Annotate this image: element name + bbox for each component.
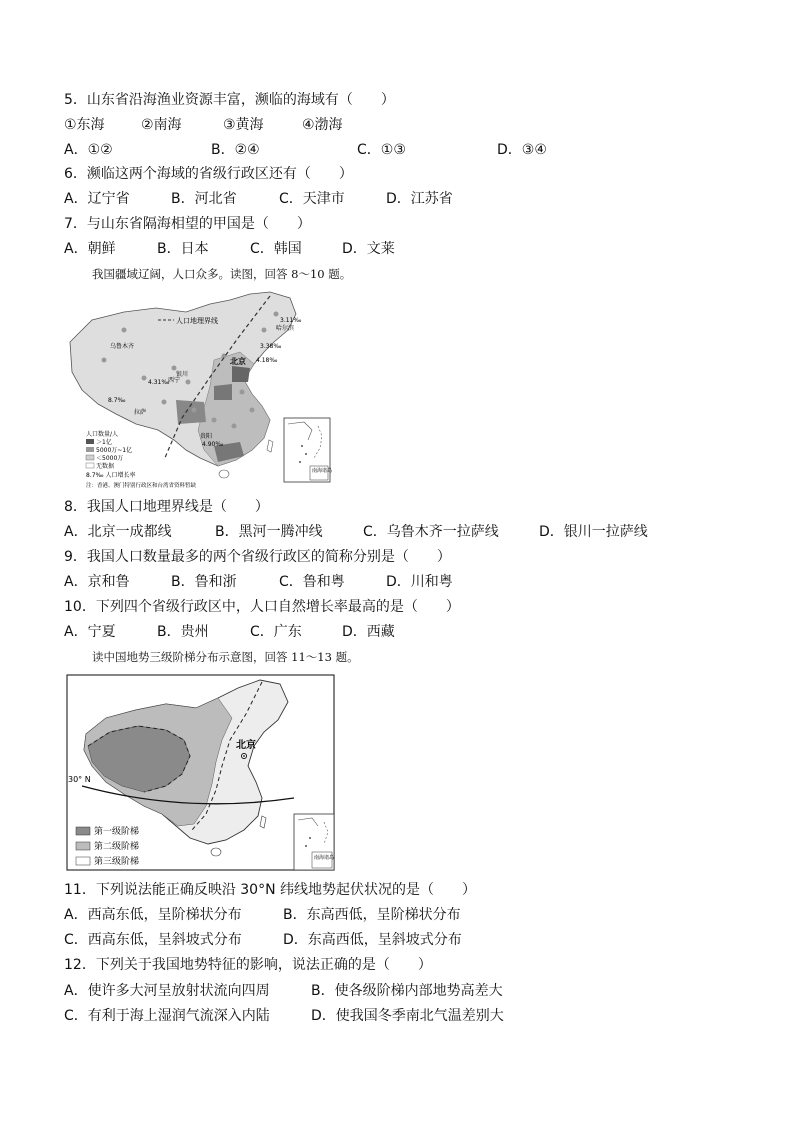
q9-option-a[interactable]: A．京和鲁 (64, 574, 130, 590)
map1-legend-note: 注：香港、澳门特别行政区和台湾省资料暂缺 (86, 483, 197, 489)
map1-sichuan (176, 400, 206, 424)
map2-city-beijing: 北京 (236, 740, 256, 751)
map1-legend-item-3: ＜5000万 (96, 455, 124, 462)
terrain-steps-map (66, 674, 336, 872)
map1-rate-2: 4.18‰ (256, 357, 278, 364)
q11-option-a[interactable]: A．西高东低，呈阶梯状分布 (64, 907, 242, 923)
q9-option-c[interactable]: C．鲁和粤 (279, 574, 345, 590)
question-6-options (64, 189, 744, 209)
q8-option-a[interactable]: A．北京一成都线 (64, 524, 172, 540)
q10-option-a[interactable]: A．宁夏 (64, 624, 116, 640)
map2-lat-label: 30° N (68, 775, 91, 784)
map1-legend-item-1: ＞1亿 (96, 439, 112, 446)
q10-option-c[interactable]: C．广东 (250, 624, 302, 640)
question-10-stem: 10．下列四个省级行政区中，人口自然增长率最高的是（ ） (64, 599, 460, 615)
q5-option-a[interactable]: A．①② (64, 142, 113, 158)
map2-legend-item-1: 第一级阶梯 (94, 827, 140, 837)
question-9-options (64, 572, 744, 592)
map1-city-xining: 西宁 (168, 377, 181, 384)
q11-option-d[interactable]: D．东高西低，呈斜坡式分布 (283, 932, 462, 948)
q7-option-a[interactable]: A．朝鲜 (64, 241, 116, 257)
map2-legend-item-2: 第二级阶梯 (94, 842, 140, 852)
map1-city-guiyang: 贵阳 (200, 433, 213, 440)
question-12-stem: 12．下列关于我国地势特征的影响，说法正确的是（ ） (64, 957, 432, 973)
question-7-stem: 7．与山东省隔海相望的甲国是（ ） (64, 216, 311, 232)
q12-option-c[interactable]: C．有利于海上湿润气流深入内陆 (64, 1008, 270, 1024)
q6-option-c[interactable]: C．天津市 (279, 191, 345, 207)
q5-item-2: ②南海 (141, 117, 182, 133)
map1-city-harbin: 哈尔滨 (276, 325, 295, 332)
map1-rate-3: 3.38‰ (260, 343, 282, 350)
q11-option-b[interactable]: B．东高西低，呈阶梯状分布 (283, 907, 461, 923)
map1-legend-rate-item: 8.7‰ 人口增长率 (86, 472, 136, 479)
q6-option-a[interactable]: A．辽宁省 (64, 191, 130, 207)
map1-henan (214, 384, 232, 400)
map1-rate-1: 3.11‰ (280, 317, 302, 324)
q8-option-c[interactable]: C．乌鲁木齐一拉萨线 (363, 524, 499, 540)
map1-rate-6: 4.90‰ (202, 441, 224, 448)
question-9-stem: 9．我国人口数量最多的两个省级行政区的简称分别是（ ） (64, 549, 451, 565)
q7-option-b[interactable]: B．日本 (157, 241, 209, 257)
q9-option-d[interactable]: D．川和粤 (386, 574, 453, 590)
q12-option-d[interactable]: D．使我国冬季南北气温差别大 (311, 1008, 504, 1024)
q5-option-d[interactable]: D．③④ (497, 142, 547, 158)
question-5-stem: 5．山东省沿海渔业资源丰富，濒临的海域有（ ） (64, 92, 395, 108)
map1-rate-4: 4.31‰ (148, 379, 170, 386)
question-11-options-row-1 (64, 905, 744, 925)
q12-option-a[interactable]: A．使许多大河呈放射状流向四周 (64, 983, 270, 999)
q5-option-c[interactable]: C．①③ (357, 142, 406, 158)
map1-city-lhasa: 拉萨 (134, 409, 147, 416)
question-11-stem: 11．下列说法能正确反映沿 30°N 纬线地势起伏状况的是（ ） (64, 882, 477, 898)
map1-city-yinchuan: 银川 (176, 371, 189, 378)
q5-item-3: ③黄海 (223, 117, 264, 133)
q7-option-d[interactable]: D．文莱 (342, 241, 395, 257)
map1-legend-item-4: 无数据 (96, 463, 115, 470)
map1-hainan (219, 470, 229, 478)
population-map (64, 290, 336, 492)
question-7-options (64, 239, 744, 259)
question-11-options-row-2 (64, 930, 744, 950)
q7-option-c[interactable]: C．韩国 (250, 241, 302, 257)
map2-legend (76, 825, 139, 867)
map1-rate-5: 8.7‰ (108, 397, 126, 404)
q8-option-d[interactable]: D．银川一拉萨线 (539, 524, 648, 540)
q5-item-1: ①东海 (64, 117, 105, 133)
q5-item-4: ④渤海 (302, 117, 343, 133)
q10-option-d[interactable]: D．西藏 (342, 624, 395, 640)
question-5-options (64, 140, 744, 160)
question-12-options-row-1 (64, 981, 744, 1001)
map1-inset-label: 南海诸岛 (312, 468, 333, 474)
q6-option-b[interactable]: B．河北省 (171, 191, 237, 207)
map1-boundary-label: 人口地理界线 (176, 317, 218, 325)
map1-shandong (232, 366, 250, 382)
map1-city-urumqi: 乌鲁木齐 (110, 343, 135, 350)
lead-11-13: 读中国地势三级阶梯分布示意图，回答 11～13 题。 (92, 650, 359, 664)
map1-taiwan (267, 440, 273, 452)
lead-8-10: 我国疆域辽阔，人口众多。读图，回答 8～10 题。 (92, 267, 352, 281)
q11-option-c[interactable]: C．西高东低，呈斜坡式分布 (64, 932, 242, 948)
question-12-options-row-2 (64, 1006, 744, 1026)
q12-option-b[interactable]: B．使各级阶梯内部地势高差大 (311, 983, 503, 999)
map1-legend-item-2: 5000万~1亿 (96, 447, 133, 454)
map1-city-beijing: 北京 (230, 357, 246, 366)
question-6-stem: 6．濒临这两个海域的省级行政区还有（ ） (64, 166, 353, 182)
question-8-stem: 8．我国人口地理界线是（ ） (64, 499, 269, 515)
map1-south-china-sea-inset (284, 418, 332, 482)
q10-option-b[interactable]: B．贵州 (157, 624, 209, 640)
map2-south-china-sea-inset (294, 814, 334, 870)
question-5-items (64, 115, 744, 135)
map2-inset-label: 南海诸岛 (314, 855, 335, 861)
q9-option-b[interactable]: B．鲁和浙 (171, 574, 237, 590)
map2-legend-item-3: 第三级阶梯 (94, 857, 140, 867)
q5-option-b[interactable]: B．②④ (211, 142, 260, 158)
map1-legend-title: 人口数量/人 (86, 431, 119, 438)
question-8-options (64, 522, 744, 542)
q8-option-b[interactable]: B．黑河一腾冲线 (215, 524, 323, 540)
map2-hainan (211, 848, 221, 856)
question-10-options (64, 622, 744, 642)
q6-option-d[interactable]: D．江苏省 (386, 191, 453, 207)
